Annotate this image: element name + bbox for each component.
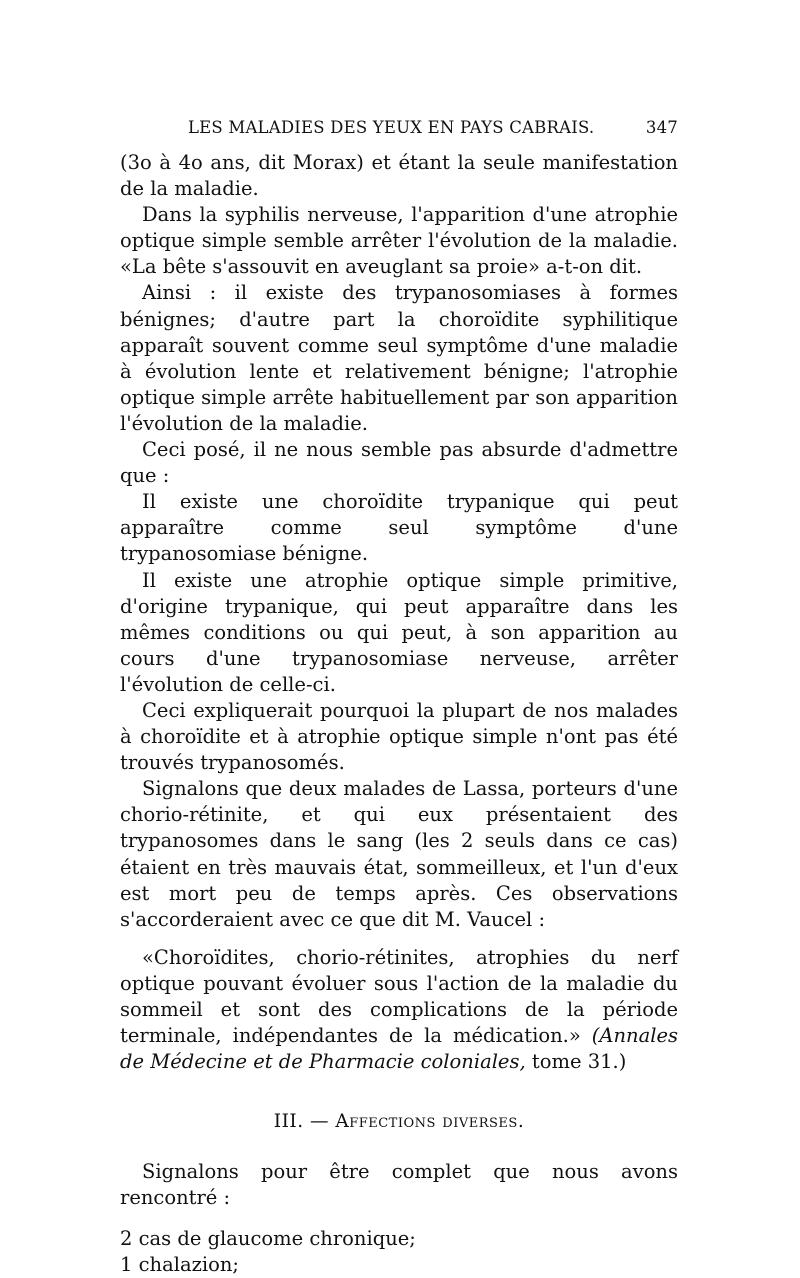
- section-heading: [120, 1109, 678, 1135]
- paragraph-6: Il existe une atrophie optique simple primitive, d'origine trypanique, qui peut apparaître dans les mêmes conditions ou qui peut, à son apparition au cours d'une trypanosomiase nerveuse, arrêter l'évolution de celle-ci.: [120, 568, 678, 696]
- paragraph-3: Ainsi : il existe des trypanosomiases à formes bénignes; d'autre part la choroïdite syphilitique apparaît souvent comme seul symptôme d'une maladie à évolution lente et relativement bénigne; l'atrophie optique simple arrête habituellement par son apparition l'évolution de la maladie.: [120, 281, 678, 435]
- quote-text: «Choroïdites, chorio-rétinites, atrophies du nerf optique pouvant évoluer sous l'action de la maladie du sommeil et sont des complications de la période terminale, indépendantes de la médication.»: [120, 945, 678, 1048]
- section-number: III. —: [273, 1111, 336, 1133]
- findings-list: [120, 1226, 678, 1278]
- section-title: Affections diverses.: [335, 1111, 525, 1133]
- running-header: [188, 118, 678, 137]
- quotation: [120, 945, 678, 1075]
- page-number: 347: [645, 118, 678, 137]
- paragraph-4: Ceci posé, il ne nous semble pas absurde d'admettre que :: [120, 438, 678, 488]
- paragraph-2: Dans la syphilis nerveuse, l'apparition d'une atrophie optique simple semble arrêter l'évolution de la maladie. «La bête s'assouvit en aveuglant sa proie» a-t-on dit.: [120, 203, 678, 279]
- paragraph-1: (3o à 4o ans, dit Morax) et étant la seule manifestation de la maladie.: [120, 151, 678, 201]
- paragraph-5: Il existe une choroïdite trypanique qui peut apparaître comme seul symptôme d'une trypanosomiase bénigne.: [120, 490, 678, 566]
- list-item: 1 chalazion;: [120, 1252, 239, 1276]
- quote-citation: (Annales de Médecine et de Pharmacie coloniales,: [120, 1024, 678, 1074]
- list-item: 2 cas de glaucome chronique;: [120, 1226, 416, 1250]
- paragraph-7: Ceci expliquerait pourquoi la plupart de nos malades à choroïdite et à atrophie optique simple n'ont pas été trouvés trypanosomés.: [120, 698, 678, 775]
- paragraph-8: Signalons que deux malades de Lassa, porteurs d'une chorio-rétinite, et qui eux présentaient des trypanosomes dans le sang (les 2 seuls dans ce cas) étaient en très mauvais état, sommeilleux, et l'un d'eux est mort peu de temps après. Ces observations s'accorderaient avec ce que dit M. Vaucel :: [120, 777, 678, 931]
- quote-citation-end: tome 31.): [525, 1050, 627, 1074]
- closing-intro: Signalons pour être complet que nous avons rencontré :: [120, 1160, 678, 1210]
- running-title: LES MALADIES DES YEUX EN PAYS CABRAIS.: [188, 118, 595, 137]
- body-text: [120, 150, 678, 1278]
